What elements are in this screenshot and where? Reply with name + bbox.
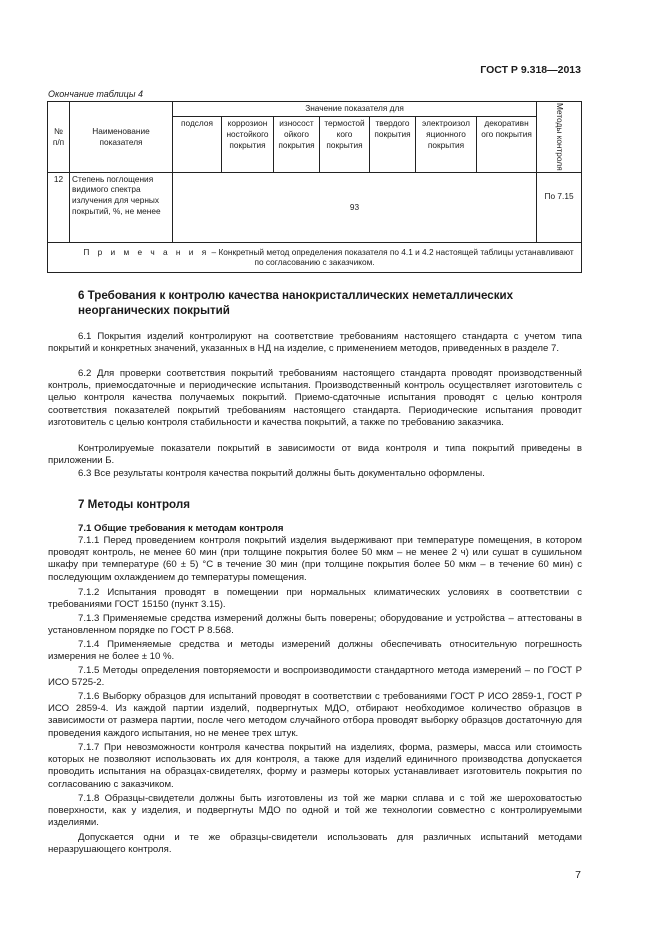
row-name: Степень поглощения видимого спектра излучения для черных покрытий, %, не менее — [70, 172, 173, 242]
paragraph-7-1-3: 7.1.3 Применяемые средства измерений должны быть поверены; оборудование и устройства – аттестованы в установленном порядке по ГОСТ Р 8.568. — [48, 613, 582, 637]
paragraph-6-2: 6.2 Для проверки соответствия покрытий требованиям настоящего стандарта проводят производственный контроль, приемосдаточные и периодические испытания. Производственный контроль осуществляет изготовитель с целью контроля качества получаемых покрытий. Приемо-сдаточные испытания проводят с целью контроля соответствия показателей покрытий требованиям настоящего стандарта. Периодические испытания проводит изготовитель с целью контроля стабильности и качества покрытий, а также по требованию заказчика. — [48, 368, 582, 428]
subcol-header: износост ойкого покрытия — [274, 117, 320, 172]
col-methods-label: Методы контроля — [555, 103, 566, 171]
indicators-table — [47, 101, 582, 273]
paragraph-7-1-2: 7.1.2 Испытания проводят в помещении при нормальных климатических условиях в соответствии с требованиями ГОСТ 15150 (пункт 3.15). — [48, 587, 582, 611]
subcol-header: термостой кого покрытия — [320, 117, 370, 172]
paragraph-6-3: 6.3 Все результаты контроля качества покрытий должны быть документально оформлены. — [78, 468, 485, 479]
paragraph-7-1-1: 7.1.1 Перед проведением контроля покрытий изделия выдерживают при температуре помещения, в котором проводят контроль, не менее 60 мин (при толщине покрытия более 50 мкм – не менее 2 ч) или сушат в сушильном шкафу при температуре (60 ± 5) °С в течение 30 мин (при толщине покрытия более 50 мкм – в течение 60 мин) с последующим охлаждением до температуры помещения. — [48, 535, 582, 583]
col-methods-header — [537, 102, 582, 173]
paragraph-7-1-7: 7.1.7 При невозможности контроля качества покрытий на изделиях, форма, размеры, масса или стоимость которых не позволяют использовать их для контроля, а также для изделий единичного производства допускается проводить испытания на образцах-свидетелях, форму и размеры которых устанавливает изготовитель покрытия по согласованию с заказчиком. — [48, 742, 582, 790]
subcol-header: электроизол яционного покрытия — [416, 117, 477, 172]
subcol-header: твердого покрытия — [370, 117, 416, 172]
col-no-header: № п/п — [48, 102, 70, 173]
paragraph-7-1-8-b: Допускается одни и те же образцы-свидетели использовать для различных испытаний методами неразрушающего контроля. — [48, 832, 582, 856]
section7-title: 7 Методы контроля — [78, 498, 190, 511]
col-name-header: Наименование показателя — [70, 102, 173, 173]
table-note — [48, 242, 582, 273]
row-method: По 7.15 — [537, 172, 582, 242]
row-number: 12 — [48, 172, 70, 242]
subcol-header: коррозион ностойкого покрытия — [222, 117, 274, 172]
paragraph-6-2-b: Контролируемые показатели покрытий в зависимости от вида контроля и типа покрытий приведены в приложении Б. — [48, 443, 582, 467]
paragraph-7-1-4: 7.1.4 Применяемые средства и методы измерений должны обеспечивать относительную погрешность измерения не более ± 10 %. — [48, 639, 582, 663]
group-header: Значение показателя для — [173, 102, 537, 117]
subcol-header: подслоя — [173, 117, 222, 172]
subcol-header: декоративн ого покрытия — [477, 117, 537, 172]
table-row — [48, 172, 582, 242]
page-number: 7 — [575, 869, 581, 881]
document-header: ГОСТ Р 9.318—2013 — [480, 64, 581, 76]
table-caption: Окончание таблицы 4 — [48, 89, 143, 99]
section6-title: 6 Требования к контролю качества нанокристаллических неметаллических неорганических покрытий — [78, 289, 514, 317]
paragraph-7-1-6: 7.1.6 Выборку образцов для испытаний проводят в соответствии с требованиями ГОСТ Р ИСО 2859-1, ГОСТ Р ИСО 2859-4. Из каждой партии изделий, подвергнутых МДО, отбирают необходимое количество образцов в зависимости от размера партии, после чего методом случайного отбора проводят выборку образцов достаточную для проведения каждого испытания, но не менее трех штук. — [48, 691, 582, 739]
row-value: 93 — [173, 172, 537, 242]
paragraph-7-1-5: 7.1.5 Методы определения повторяемости и воспроизводимости стандартного метода измерений – по ГОСТ Р ИСО 5725-2. — [48, 665, 582, 689]
paragraph-7-1-8: 7.1.8 Образцы-свидетели должны быть изготовлены из той же марки сплава и с той же шероховатостью поверхности, как у изделия, и подвергнуты МДО по одной и той же технологии совместно с контролируемыми изделиями. — [48, 793, 582, 829]
note-text: – Конкретный метод определения показателя по 4.1 и 4.2 настоящей таблицы устанавливают по согласованию с заказчиком. — [209, 246, 574, 268]
paragraph-6-1: 6.1 Покрытия изделий контролируют на соответствие требованиям настоящего стандарта с учетом типа покрытий и конкретных значений, указанных в НД на изделие, с применением методов, приведенных в разделе 7. — [48, 331, 582, 355]
note-prefix: П р и м е ч а н и я — [83, 246, 210, 257]
subsection-7-1-title: 7.1 Общие требования к методам контроля — [78, 523, 284, 534]
